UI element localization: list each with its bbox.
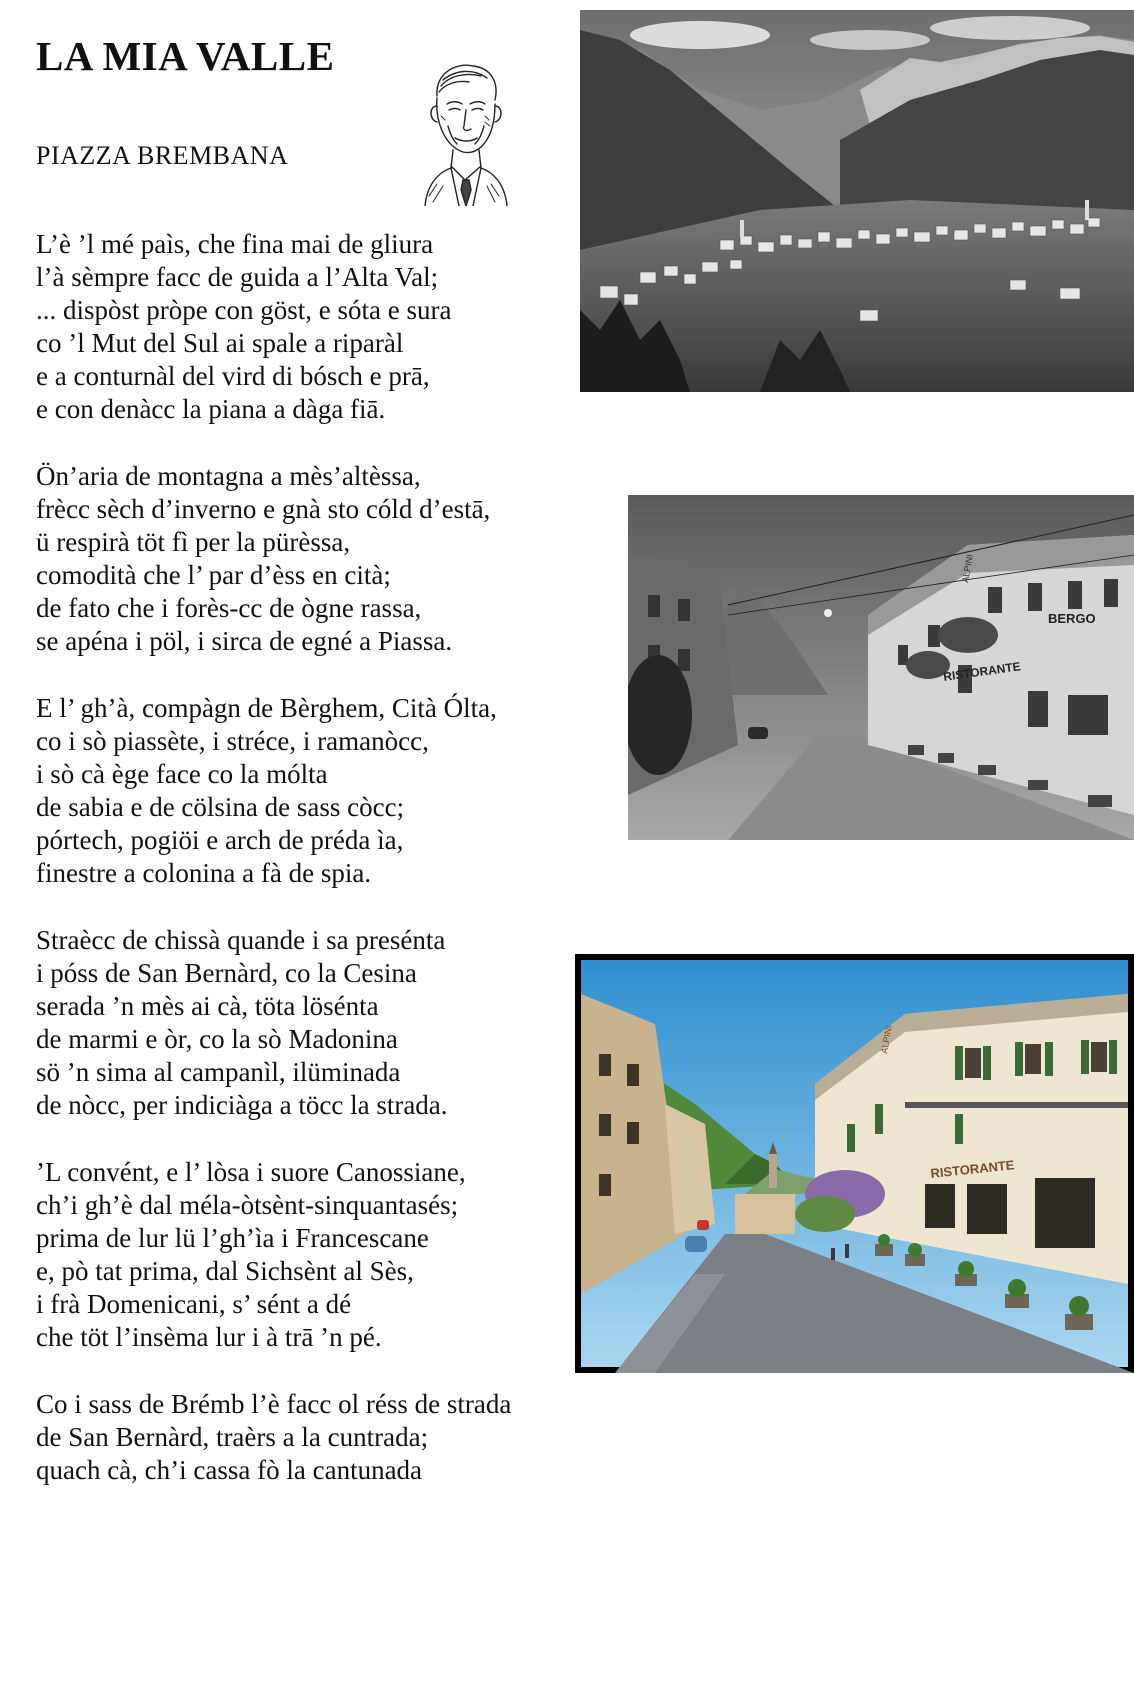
poem-line: finestre a colonina a fà de spia. — [36, 858, 372, 888]
poem-line: i frà Domenicani, s’ sént a dé — [36, 1289, 352, 1319]
poem-line: e con denàcc la piana a dàga fiā. — [36, 394, 386, 424]
poem-stanza-6 — [36, 1388, 626, 1487]
poem-line: comodità che l’ par d’èss en cità; — [36, 560, 391, 590]
poem — [36, 228, 626, 1521]
poem-line: ü respirà töt fì per la pürèssa, — [36, 527, 351, 557]
poem-line: ... dispòst pròpe con göst, e sóta e sura — [36, 295, 452, 325]
author-portrait-sketch — [415, 56, 515, 206]
poem-line: se apéna i pöl, i sirca de egné a Piassa. — [36, 626, 453, 656]
poem-line: Ön’aria de montagna a mès’altèssa, — [36, 461, 421, 491]
poem-line: pórtech, pogiöi e arch de préda ìa, — [36, 825, 404, 855]
poem-line: co ’l Mut del Sul ai spale a riparàl — [36, 328, 404, 358]
poem-line: de marmi e òr, co la sò Madonina — [36, 1024, 398, 1054]
poem-line: E l’ gh’à, compàgn de Bèrghem, Cità Ólta, — [36, 693, 497, 723]
poem-line: co i sò piassète, i stréce, i ramanòcc, — [36, 726, 429, 756]
poem-line: frècc sèch d’inverno e gnà sto cóld d’estā, — [36, 494, 491, 524]
poem-line: che töt l’insèma lur i à trā ’n pé. — [36, 1322, 382, 1352]
poem-line: L’è ’l mé paìs, che fina mai de gliura — [36, 229, 434, 259]
valley-panorama-photo — [580, 10, 1134, 392]
poem-line: e a conturnàl del vird di bósch e prā, — [36, 361, 430, 391]
poem-line: ch’i gh’è dal méla-òtsènt-sinquantasés; — [36, 1190, 459, 1220]
alpini-sign: ALPINI — [879, 1024, 894, 1055]
ristorante-sign: RISTORANTE — [929, 1157, 1016, 1181]
poem-line: serada ’n mès ai cà, töta lösénta — [36, 991, 379, 1021]
poem-line: Straècc de chissà quande i sa presénta — [36, 925, 446, 955]
poem-line: l’à sèmpre facc de guida a l’Alta Val; — [36, 262, 439, 292]
poem-line: de San Bernàrd, traèrs a la cuntrada; — [36, 1422, 429, 1452]
poem-stanza-1 — [36, 228, 626, 426]
poem-line: i póss de San Bernàrd, co la Cesina — [36, 958, 417, 988]
ristorante-sign: RISTORANTE — [942, 659, 1022, 684]
poem-line: i sò cà ège face co la mólta — [36, 759, 328, 789]
page-subtitle: PIAZZA BREMBANA — [36, 141, 289, 170]
poem-line: de sabia e de cölsina de sass còcc; — [36, 792, 405, 822]
poem-line: sö ’n sima al campanìl, ilüminada — [36, 1057, 401, 1087]
albergo-sign: BERGO — [1048, 611, 1096, 626]
poem-stanza-5 — [36, 1156, 626, 1354]
street-bw-photo — [628, 495, 1134, 840]
poem-line: prima de lur lü l’gh’ìa i Francescane — [36, 1223, 429, 1253]
poem-line: de nòcc, per indiciàga a töcc la strada. — [36, 1090, 448, 1120]
poem-line: ’L convént, e l’ lòsa i suore Canossiane, — [36, 1157, 466, 1187]
alpini-sign: ALPINI — [960, 553, 975, 584]
poem-line: quach cà, ch’i cassa fò la cantunada — [36, 1455, 423, 1485]
poem-stanza-4 — [36, 924, 626, 1122]
poem-stanza-2 — [36, 460, 626, 658]
page-title: LA MIA VALLE — [36, 33, 335, 79]
poem-line: Co i sass de Brémb l’è facc ol réss de strada — [36, 1389, 512, 1419]
poem-line: e, pò tat prima, dal Sichsènt al Sès, — [36, 1256, 414, 1286]
poem-line: de fato che i forès-cc de ògne rassa, — [36, 593, 422, 623]
street-color-photo — [575, 954, 1134, 1373]
poem-stanza-3 — [36, 692, 626, 890]
